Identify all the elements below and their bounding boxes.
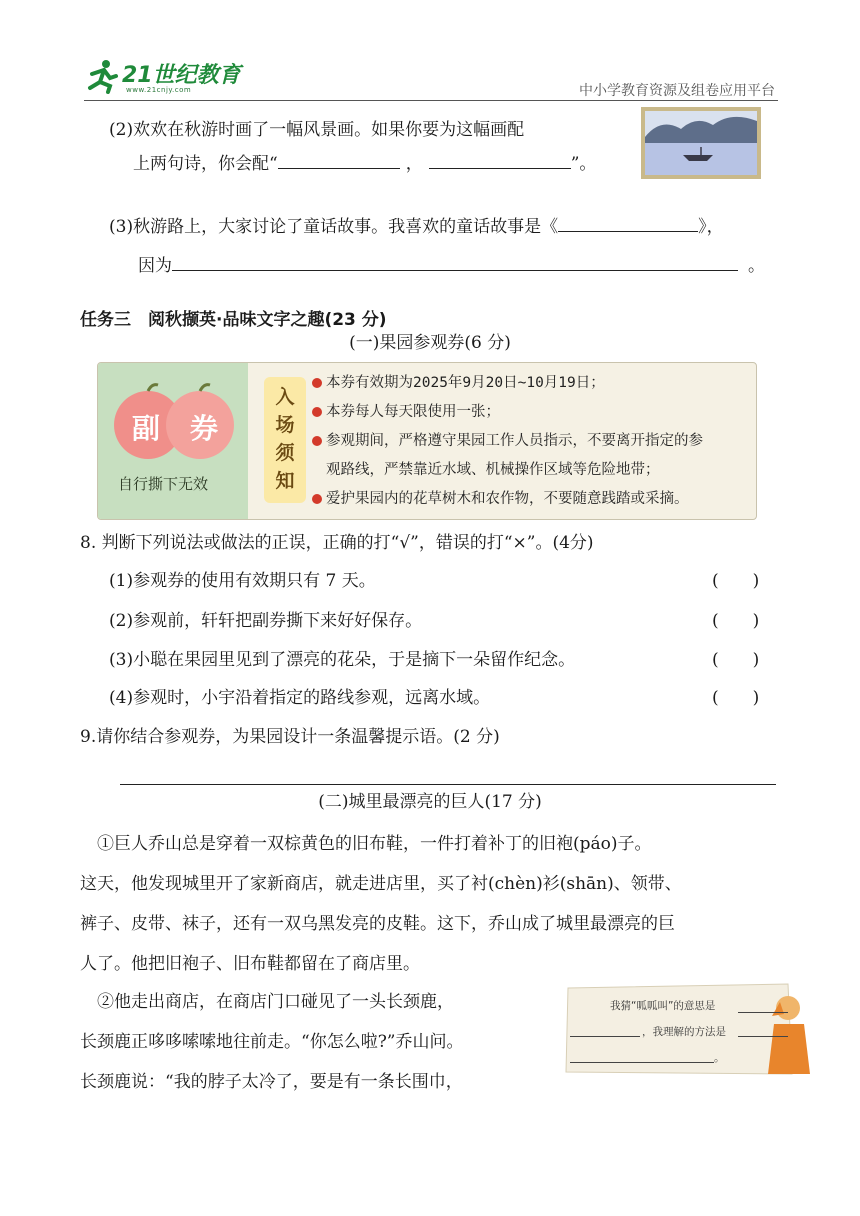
q8-item-4: (4)参观时，小宇沿着指定的路线参观，远离水域。: [109, 688, 491, 708]
reason-blank[interactable]: [172, 252, 738, 271]
q9-prompt: 9.请你结合参观券，为果园设计一条温馨提示语。(2 分): [80, 727, 500, 747]
poem-blank-2[interactable]: [429, 150, 571, 169]
orchard-ticket: [97, 362, 757, 520]
rule-text: 本券每人每天限使用一张；: [326, 404, 500, 420]
story-line2-post: 。: [748, 256, 765, 276]
question-story-line2: [138, 252, 765, 278]
rule-text: 本券有效期为2025年9月20日~10月19日；: [326, 375, 605, 391]
header-divider: [84, 100, 778, 101]
note-line-1: 我猜“呱呱叫”的意思是: [610, 1000, 716, 1012]
stub-label-right: 券: [190, 412, 219, 445]
perforation: [248, 363, 256, 519]
rule-item: [312, 369, 750, 398]
runner-icon: [84, 58, 120, 94]
apple-bullet-icon: [312, 378, 322, 388]
paragraph-line: 这天，他发现城里开了家新商店，就走进店里，买了衬(chèn)衫(shān)、领带、: [80, 874, 682, 894]
line2-pre: 上两句诗，你会配“: [133, 154, 278, 174]
platform-name: 中小学教育资源及组卷应用平台: [579, 83, 775, 99]
line2-mid: ，: [405, 154, 423, 174]
rule-item: [312, 485, 750, 514]
apple-bullet-icon: [312, 436, 322, 446]
note-blank-1[interactable]: [738, 1012, 788, 1013]
paragraph-line: 长颈鹿说：“我的脖子太冷了，要是有一条长围巾，: [80, 1072, 463, 1092]
stub-label-left: 副: [132, 412, 161, 445]
reading-note-card: [562, 980, 812, 1080]
q8-item-1: (1)参观券的使用有效期只有 7 天。: [109, 571, 376, 591]
question-story-line1: [109, 213, 724, 239]
notice-char: 入: [275, 386, 295, 408]
question-painting-line2: [133, 150, 596, 176]
ticket-stub: [98, 363, 248, 519]
q9-answer-line[interactable]: [120, 784, 776, 785]
story-line1-pre: (3)秋游路上，大家讨论了童话故事。我喜欢的童话故事是《: [109, 217, 559, 237]
answer-paren-4[interactable]: ( ): [712, 688, 760, 708]
answer-paren-1[interactable]: ( ): [712, 571, 760, 591]
q8-item-2: (2)参观前，轩轩把副券撕下来好好保存。: [109, 611, 423, 631]
apple-bullet-icon: [312, 494, 322, 504]
answer-paren-2[interactable]: ( ): [712, 611, 760, 631]
poem-blank-1[interactable]: [278, 150, 400, 169]
logo-url: www.21cnjy.com: [126, 86, 192, 94]
story-title: (二)城里最漂亮的巨人(17 分): [318, 792, 542, 812]
paragraph-line: ①巨人乔山总是穿着一双棕黄色的旧布鞋，一件打着补丁的旧袍(páo)子。: [80, 834, 652, 854]
note-blank-3[interactable]: [738, 1036, 788, 1037]
story-paragraph-2: [80, 982, 550, 1102]
rule-item: [312, 398, 750, 427]
ticket-section-title: (一)果园参观券(6 分): [349, 333, 511, 353]
landscape-painting: [641, 107, 761, 179]
task3-title: 任务三 阅秋撷英·品味文字之趣(23 分): [80, 310, 387, 330]
note-line-3-end: 。: [714, 1052, 725, 1064]
rule-item: [312, 427, 750, 456]
notice-char: 须: [275, 442, 295, 464]
paragraph-line: 人了。他把旧袍子、旧布鞋都留在了商店里。: [80, 954, 420, 974]
apple-bullet-icon: [312, 407, 322, 417]
entry-notice: [264, 377, 306, 503]
story-line1-post: 》，: [698, 217, 724, 237]
answer-paren-3[interactable]: ( ): [712, 650, 760, 670]
ticket-rules: [312, 369, 750, 514]
story-line2-pre: 因为: [138, 256, 172, 276]
paragraph-line: 长颈鹿正哆哆嗦嗦地往前走。“你怎么啦?”乔山问。: [80, 1032, 464, 1052]
note-blank-4[interactable]: [570, 1062, 714, 1063]
rule-text: 爱护果园内的花草树木和农作物，不要随意践踏或采摘。: [326, 491, 689, 507]
line2-post: ”。: [570, 154, 597, 174]
question-painting-line1: (2)欢欢在秋游时画了一幅风景画。如果你要为这幅画配: [109, 120, 525, 140]
note-blank-2[interactable]: [570, 1036, 640, 1037]
rule-text: 参观期间，严格遵守果园工作人员指示，不要离开指定的参: [326, 433, 703, 449]
stub-caption: 自行撕下无效: [118, 475, 209, 493]
paragraph-line: ②他走出商店，在商店门口碰见了一头长颈鹿，: [80, 992, 454, 1012]
paragraph-line: 裤子、皮带、袜子，还有一双乌黑发亮的皮鞋。这下，乔山成了城里最漂亮的巨: [80, 914, 675, 934]
notice-char: 知: [275, 470, 295, 492]
logo: [84, 56, 254, 96]
q8-item-3: (3)小聪在果园里见到了漂亮的花朵，于是摘下一朵留作纪念。: [109, 650, 576, 670]
logo-text: 21世纪教育: [122, 63, 241, 88]
rule-text: 观路线，严禁靠近水域、机械操作区域等危险地带；: [326, 462, 660, 478]
q8-prompt: 8. 判断下列说法或做法的正误，正确的打“√”，错误的打“×”。(4分): [80, 533, 594, 553]
story-paragraph-1: [80, 824, 780, 984]
story-title-blank[interactable]: [558, 213, 698, 232]
rule-item: [312, 456, 750, 485]
notice-char: 场: [275, 414, 295, 436]
note-line-2: ，我理解的方法是: [642, 1026, 726, 1038]
